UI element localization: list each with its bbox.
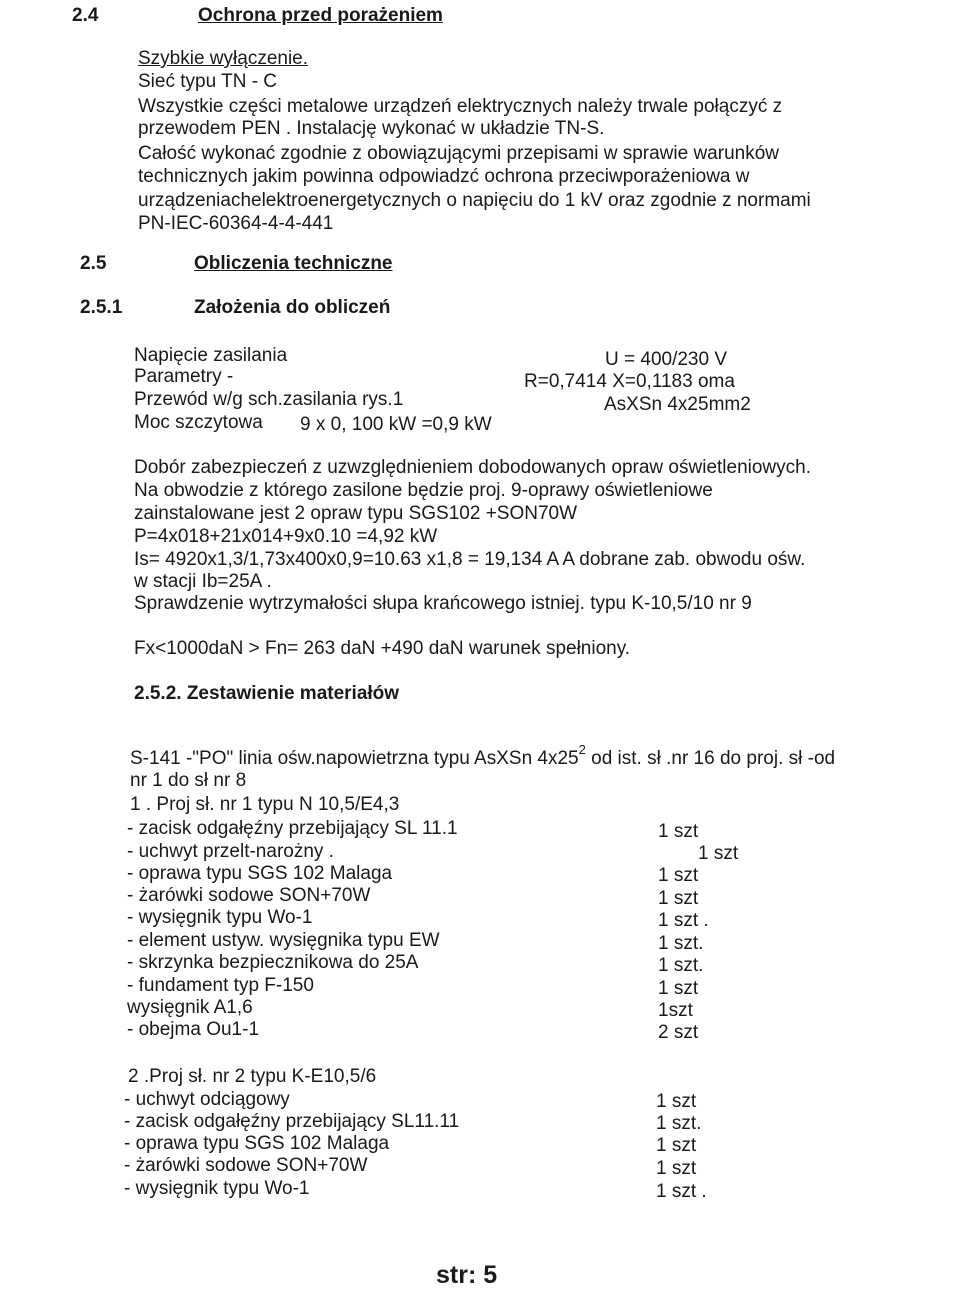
section-number-2-5-1: 2.5.1 [80,297,123,318]
supply-voltage-value: U = 400/230 V [605,349,728,370]
material-qty: 1 szt [698,843,739,864]
page-number: str: 5 [436,1261,498,1289]
material-qty: 1 szt. [658,933,704,954]
section-title-protection: Ochrona przed porażeniem [198,5,443,26]
section-number-2-4: 2.4 [72,5,99,26]
material-item: - skrzynka bezpiecznikowa do 25A [127,952,419,973]
peak-power-value: 9 x 0, 100 kW =0,9 kW [300,414,492,435]
line-intro-superscript: 2 [578,741,586,757]
line-intro-text: S-141 -"PO" linia ośw.napowietrzna typu AsXSn 4x25 [130,748,579,769]
material-item: - oprawa typu SGS 102 Malaga [124,1133,390,1154]
material-qty: 1 szt [658,821,699,842]
section-title-assumptions: Założenia do obliczeń [194,297,391,318]
text-line: technicznych jakim powinna odpowiadzć ochrona przeciwporażeniowa w [138,166,750,187]
material-qty: 1 szt [656,1091,697,1112]
material-qty: 2 szt [658,1022,699,1043]
group1-title: 1 . Proj sł. nr 1 typu N 10,5/E4,3 [130,794,400,815]
text-line: Całość wykonać zgodnie z obowiązującymi przepisami w sprawie warunków [138,143,779,164]
parameters-value: R=0,7414 X=0,1183 oma [524,371,735,392]
material-item: - żarówki sodowe SON+70W [124,1155,368,1176]
material-item: wysięgnik A1,6 [127,997,253,1018]
line-intro [130,741,836,770]
material-qty: 1 szt [656,1135,697,1156]
parameters-label: Parametry - [134,366,234,387]
section-title-materials: 2.5.2. Zestawienie materiałów [134,683,400,704]
calc-line: Dobór zabezpieczeń z uzwzględnieniem dobodowanych opraw oświetleniowych. [134,457,811,478]
material-item: - fundament typ F-150 [127,975,314,996]
material-item: - zacisk odgałęźny przebijający SL11.11 [124,1111,460,1132]
material-item: - wysięgnik typu Wo-1 [124,1178,310,1199]
material-item: - zacisk odgałęźny przebijający SL 11.1 [127,818,458,839]
subheading-quick-disconnect: Szybkie wyłączenie. [138,48,309,69]
material-qty: 1 szt . [658,910,709,931]
material-item: - element ustyw. wysięgnika typu EW [127,930,440,951]
material-qty: 1 szt. [656,1113,702,1134]
group2-title: 2 .Proj sł. nr 2 typu K-E10,5/6 [128,1066,377,1087]
material-item: - obejma Ou1-1 [127,1019,260,1040]
cable-label: Przewód w/g sch.zasilania rys.1 [134,389,404,410]
material-item: - uchwyt przelt-narożny . [127,841,334,862]
calc-line: Na obwodzie z którego zasilone będzie proj. 9-oprawy oświetleniowe [134,480,713,501]
text-line: urządzeniachelektroenergetycznych o napięciu do 1 kV oraz zgodnie z normami [138,190,811,211]
text-line: Wszystkie części metalowe urządzeń elektrycznych należy trwale połączyć z [138,96,783,117]
text-line: Sieć typu TN - C [138,71,278,92]
material-qty: 1 szt. [658,955,704,976]
material-qty: 1 szt [656,1158,697,1179]
calc-line: Sprawdzenie wytrzymałości słupa krańcowego istniej. typu K-10,5/10 nr 9 [134,593,752,614]
material-item: - oprawa typu SGS 102 Malaga [127,863,393,884]
material-item: - żarówki sodowe SON+70W [127,885,371,906]
line-intro-text-end: od ist. sł .nr 16 do proj. sł -od [585,748,836,769]
calc-line: P=4x018+21x014+9x0.10 =4,92 kW [134,526,438,547]
section-title-calculations: Obliczenia techniczne [194,253,393,274]
material-item: - wysięgnik typu Wo-1 [127,907,313,928]
material-qty: 1 szt . [656,1181,707,1202]
peak-power-label: Moc szczytowa [134,412,263,433]
calc-line: w stacji Ib=25A . [134,571,272,592]
material-qty: 1 szt [658,888,699,909]
section-number-2-5: 2.5 [80,253,107,274]
material-qty: 1 szt [658,865,699,886]
text-line: PN-IEC-60364-4-4-441 [138,213,334,234]
supply-voltage-label: Napięcie zasilania [134,345,288,366]
material-item: - uchwyt odciągowy [124,1089,290,1110]
text-line: przewodem PEN . Instalację wykonać w układzie TN-S. [138,118,605,139]
material-qty: 1 szt [658,978,699,999]
calc-line: zainstalowane jest 2 opraw typu SGS102 +SON70W [134,503,578,524]
calc-line: Is= 4920x1,3/1,73x400x0,9=10.63 x1,8 = 19,134 A A dobrane zab. obwodu ośw. [134,549,806,570]
cable-value: AsXSn 4x25mm2 [604,394,751,415]
line-intro-2: nr 1 do sł nr 8 [130,770,247,791]
calc-line: Fx<1000daN > Fn= 263 daN +490 daN warunek spełniony. [134,638,631,659]
material-qty: 1szt [658,1000,693,1021]
